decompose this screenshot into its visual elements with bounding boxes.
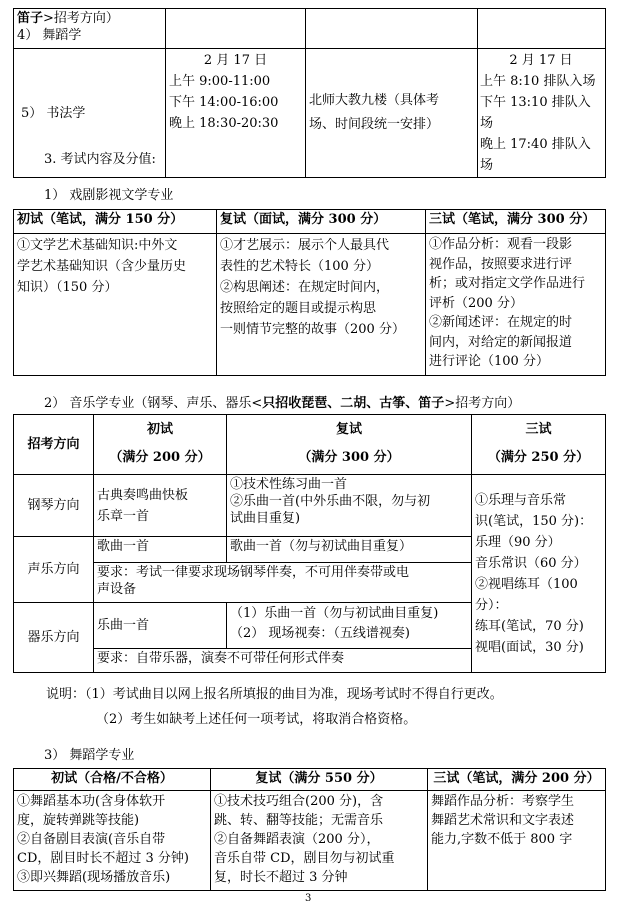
music-table [13, 414, 606, 673]
dance-header-third: 三试（笔试，满分 200 分） [428, 769, 606, 791]
dance-first-content: ①舞蹈基本功(含身体软开 度，旋转弹跳等技能) ②自备剧目表演(音乐自带 CD，剧目时长不超过 3 分钟) ③即兴舞蹈(现场播放音乐) [14, 791, 211, 891]
music-header-third: 三试 （满分 250 分） [472, 415, 606, 475]
drama-heading: 1） 戏剧影视文学专业 [44, 188, 174, 203]
drama-first-content: ①文学艺术基础知识:中外文 学艺术基础知识（含少量历史 知识）（150 分） [14, 234, 217, 376]
schedule-dance-label: 4） 舞蹈学 [17, 28, 82, 43]
dance-third-content: 舞蹈作品分析：考察学生 舞蹈艺术常识和文字表述 能力,字数不低于 800 字 [428, 791, 606, 891]
music-vocal-label: 声乐方向 [14, 537, 94, 603]
music-piano-label: 钢琴方向 [14, 475, 94, 537]
empty-cell [166, 9, 306, 49]
drama-header-first: 初试（笔试，满分 150 分） [14, 210, 217, 234]
schedule-calligraphy-label: 5） 书法学 [14, 49, 166, 178]
schedule-calligraphy-arrival: 2 月 17 日 上午 8:10 排队入场 下午 13:10 排队入场 晚上 17:40 排队入场 [478, 49, 606, 178]
drama-second-content: ①才艺展示：展示个人最具代 表性的艺术特长（100 分） ②构思阐述：在规定时间内， 按照给定的题目或提示构思 一则情节完整的故事（200 分） [217, 234, 426, 376]
dance-header-second: 复试（满分 550 分） [211, 769, 428, 791]
schedule-calligraphy-place: 北师大教九楼（具体考 场、时间段统一安排） [306, 49, 478, 178]
schedule-bold-text: 笛子 [17, 11, 44, 26]
music-instrument-requirement: 要求：自带乐器，演奏不可带任何形式伴奏 [94, 649, 472, 673]
music-third-content: ①乐理与音乐常 识(笔试，150 分)： 乐理（90 分） 音乐常识（60 分） ②视唱练耳（100 分）： 练耳(笔试，70 分) 视唱(面试，30 分) [472, 475, 606, 673]
music-instrument-first: 乐曲一首 [94, 603, 227, 649]
dance-second-content: ①技术技巧组合(200 分)，含 跳、转、翻等技能；无需音乐 ②自备舞蹈表演（200 分）， 音乐自带 CD，剧目勿与初试重 复，时长不超过 3 分钟 [211, 791, 428, 891]
drama-header-second: 复试（面试，满分 300 分） [217, 210, 426, 234]
music-header-first: 初试 （满分 200 分） [94, 415, 227, 475]
music-piano-first: 古典奏鸣曲快板 乐章一首 [94, 475, 227, 537]
music-vocal-second: 歌曲一首（勿与初试曲目重复） [227, 537, 472, 563]
music-heading: 2） 音乐学专业（钢琴、声乐、器乐<只招收琵琶、二胡、古筝、笛子>招考方向） [44, 396, 521, 411]
dance-heading: 3） 舞蹈学专业 [44, 748, 135, 763]
music-instrument-second: （1）乐曲一首（勿与初试曲目重复) （2） 现场视奏：（五线谱视奏) [227, 603, 472, 649]
empty-cell [306, 9, 478, 49]
schedule-text: >招考方向） [43, 11, 119, 26]
drama-third-content: ①作品分析：观看一段影 视作品，按照要求进行评 析；或对指定文学作品进行 评析（200 分） ②新闻述评：在规定的时 间内，对给定的新闻报道 进行评论（100 分） [426, 234, 606, 376]
note-2: （2）考生如缺考上述任何一项考试，将取消合格资格。 [96, 712, 417, 727]
dance-header-first: 初试（合格/不合格） [14, 769, 211, 791]
music-header-second: 复试 （满分 300 分） [227, 415, 472, 475]
music-vocal-first: 歌曲一首 [94, 537, 227, 563]
music-vocal-requirement: 要求：考试一律要求现场钢琴伴奏，不可用伴奏带或电 声设备 [94, 563, 472, 603]
notes-line-1 [46, 683, 503, 702]
dance-table [13, 768, 606, 891]
section-heading-exam-content: 3. 考试内容及分值: [44, 152, 156, 167]
empty-cell [478, 9, 606, 49]
music-header-direction: 招考方向 [14, 415, 94, 475]
schedule-calligraphy-date: 2 月 17 日 上午 9:00-11:00 下午 14:00-16:00 晚上 18:30-20:30 [166, 49, 306, 178]
note-1: （1）考试曲目以网上报名所填报的曲目为准，现场考试时不得自行更改。 [85, 687, 503, 702]
page-number: 3 [305, 893, 312, 904]
music-piano-second: ①技术性练习曲一首 ②乐曲一首(中外乐曲不限，勿与初 试曲目重复) [227, 475, 472, 537]
drama-table [13, 209, 606, 376]
notes-label: 说明： [46, 687, 86, 702]
schedule-cell-dance [14, 9, 166, 49]
drama-header-third: 三试（笔试，满分 300 分） [426, 210, 606, 234]
music-instrument-label: 器乐方向 [14, 603, 94, 673]
